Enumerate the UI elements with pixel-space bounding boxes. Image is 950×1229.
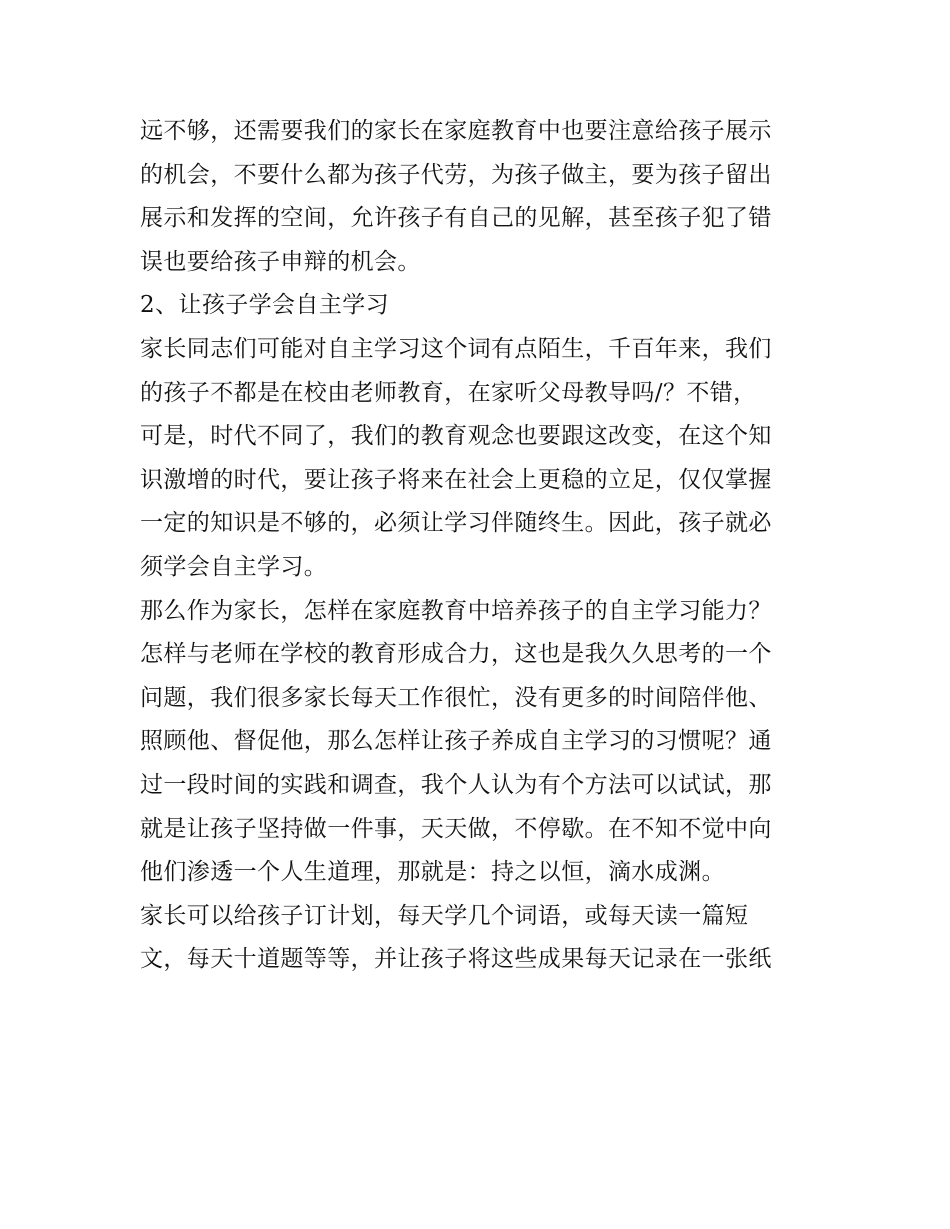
text-line: 就是让孩子坚持做一件事，天天做，不停歇。在不知不觉中向 — [140, 815, 772, 842]
text-line: 他们渗透一个人生道理，那就是：持之以恒，滴水成渊。 — [140, 859, 725, 886]
text-line: 一定的知识是不够的，必须让学习伴随终生。因此，孩子就必 — [140, 510, 772, 537]
text-line: 的机会，不要什么都为孩子代劳，为孩子做主，要为孩子留出 — [140, 161, 772, 188]
text-line: 远不够，还需要我们的家长在家庭教育中也要注意给孩子展示 — [140, 118, 772, 144]
text-line: 展示和发挥的空间，允许孩子有自己的见解，甚至孩子犯了错 — [140, 205, 772, 232]
text-line: 文，每天十道题等等，并让孩子将这些成果每天记录在一张纸 — [140, 946, 772, 973]
text-line: 的孩子不都是在校由老师教育，在家听父母教导吗/？不错， — [140, 379, 757, 406]
text-line: 那么作为家长，怎样在家庭教育中培养孩子的自主学习能力？ — [140, 597, 772, 624]
text-line: 家长同志们可能对自主学习这个词有点陌生，千百年来，我们 — [140, 335, 772, 362]
text-line: 怎样与老师在学校的教育形成合力，这也是我久久思考的一个 — [140, 641, 772, 668]
text-line: 家长可以给孩子订计划，每天学几个词语，或每天读一篇短 — [140, 902, 749, 929]
text-line: 须学会自主学习。 — [140, 553, 328, 580]
text-line: 过一段时间的实践和调查，我个人认为有个方法可以试试，那 — [140, 771, 772, 798]
text-line: 可是，时代不同了，我们的教育观念也要跟这改变，在这个知 — [140, 423, 772, 450]
text-line: 照顾他、督促他，那么怎样让孩子养成自主学习的习惯呢？通 — [140, 728, 772, 755]
text-line: 问题，我们很多家长每天工作很忙，没有更多的时间陪伴他、 — [140, 684, 772, 711]
section-heading: 2、让孩子学会自主学习 — [140, 292, 390, 319]
text-line: 识激增的时代，要让孩子将来在社会上更稳的立足，仅仅掌握 — [140, 466, 772, 493]
body-text — [140, 110, 812, 982]
text-line: 误也要给孩子申辩的机会。 — [140, 248, 421, 275]
